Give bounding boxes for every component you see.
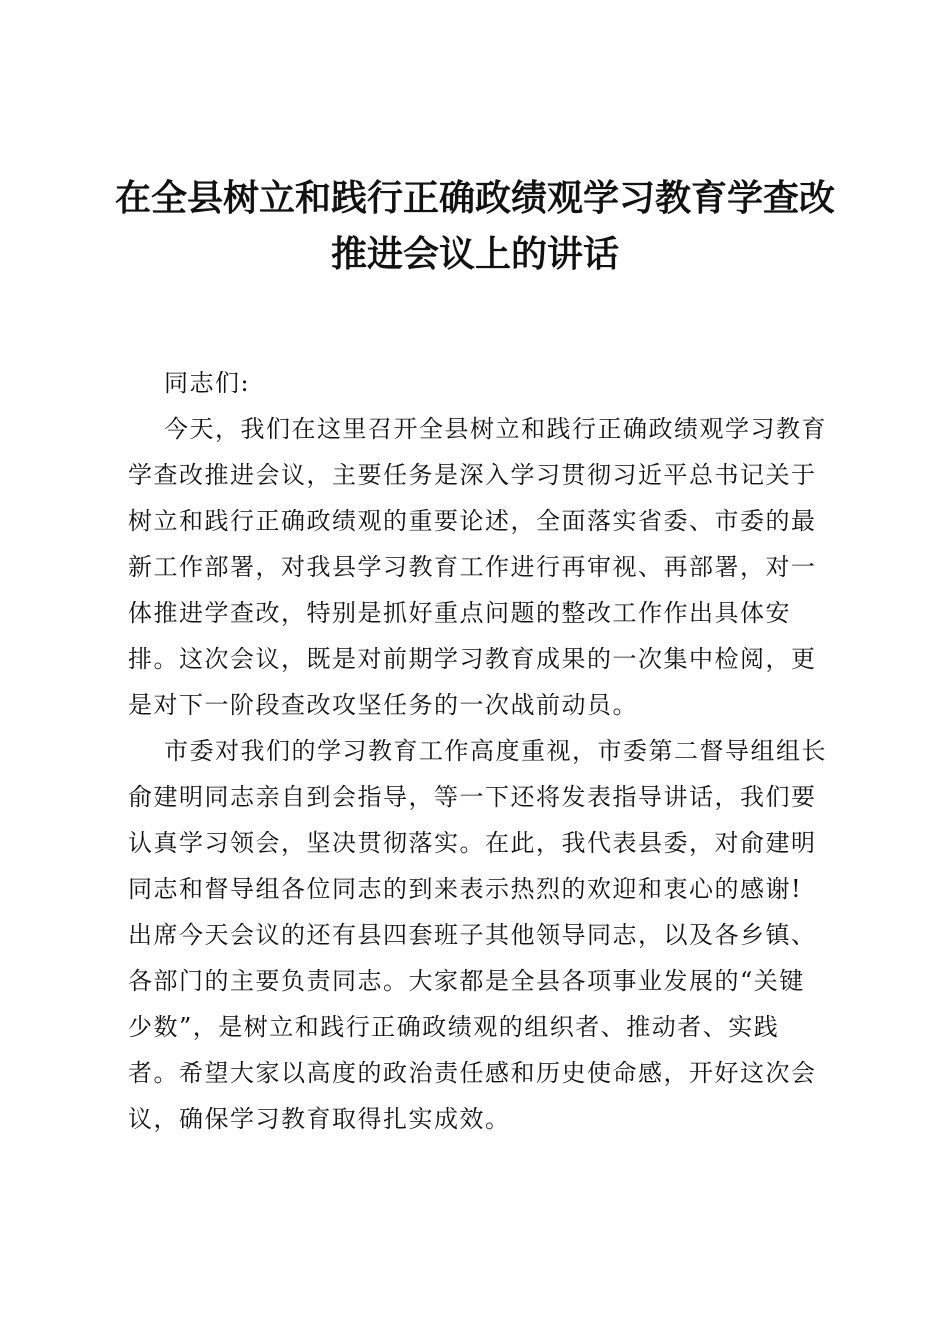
- paragraph-2: [128, 728, 828, 1142]
- paragraph-2-line-7: 少数”，是树立和践行正确政绩观的组织者、推动者、实践: [128, 1013, 780, 1041]
- title-line-2: 推进会议上的讲话: [330, 233, 619, 275]
- paragraph-2-line-4: 同志和督导组各位同志的到来表示热烈的欢迎和衷心的感谢!: [128, 875, 803, 903]
- paragraph-2-line-6: 各部门的主要负责同志。大家都是全县各项事业发展的“关键: [128, 967, 805, 995]
- paragraph-1-line-7: 是对下一阶段查改攻坚任务的一次战前动员。: [128, 691, 638, 719]
- document-body: [128, 360, 828, 1142]
- paragraph-1-line-4: 新工作部署，对我县学习教育工作进行再审视、再部署，对一: [128, 553, 817, 581]
- paragraph-1-line-6: 排。这次会议，既是对前期学习教育成果的一次集中检阅，更: [128, 645, 817, 673]
- paragraph-1-line-2: 学查改推进会议，主要任务是深入学习贯彻习近平总书记关于: [128, 461, 817, 489]
- paragraph-1-line-5: 体推进学查改，特别是抓好重点问题的整改工作作出具体安: [128, 599, 791, 627]
- paragraph-1: [128, 406, 828, 728]
- paragraph-2-line-2: 俞建明同志亲自到会指导，等一下还将发表指导讲话，我们要: [128, 783, 817, 811]
- paragraph-1-line-1: 今天，我们在这里召开全县树立和践行正确政绩观学习教育: [164, 415, 827, 443]
- salutation: 同志们:: [164, 369, 251, 397]
- paragraph-2-line-9: 议，确保学习教育取得扎实成效。: [128, 1105, 511, 1133]
- paragraph-2-line-1: 市委对我们的学习教育工作高度重视，市委第二督导组组长: [164, 737, 827, 765]
- title-line-1: 在全县树立和践行正确政绩观学习教育学查改: [114, 177, 835, 219]
- document-title: [100, 170, 850, 282]
- paragraph-1-line-3: 树立和践行正确政绩观的重要论述，全面落实省委、市委的最: [128, 507, 817, 535]
- paragraph-2-line-8: 者。希望大家以高度的政治责任感和历史使命感，开好这次会: [128, 1059, 817, 1087]
- paragraph-2-line-5: 出席今天会议的还有县四套班子其他领导同志，以及各乡镇、: [128, 921, 817, 949]
- paragraph-2-line-3: 认真学习领会，坚决贯彻落实。在此，我代表县委，对俞建明: [128, 829, 817, 857]
